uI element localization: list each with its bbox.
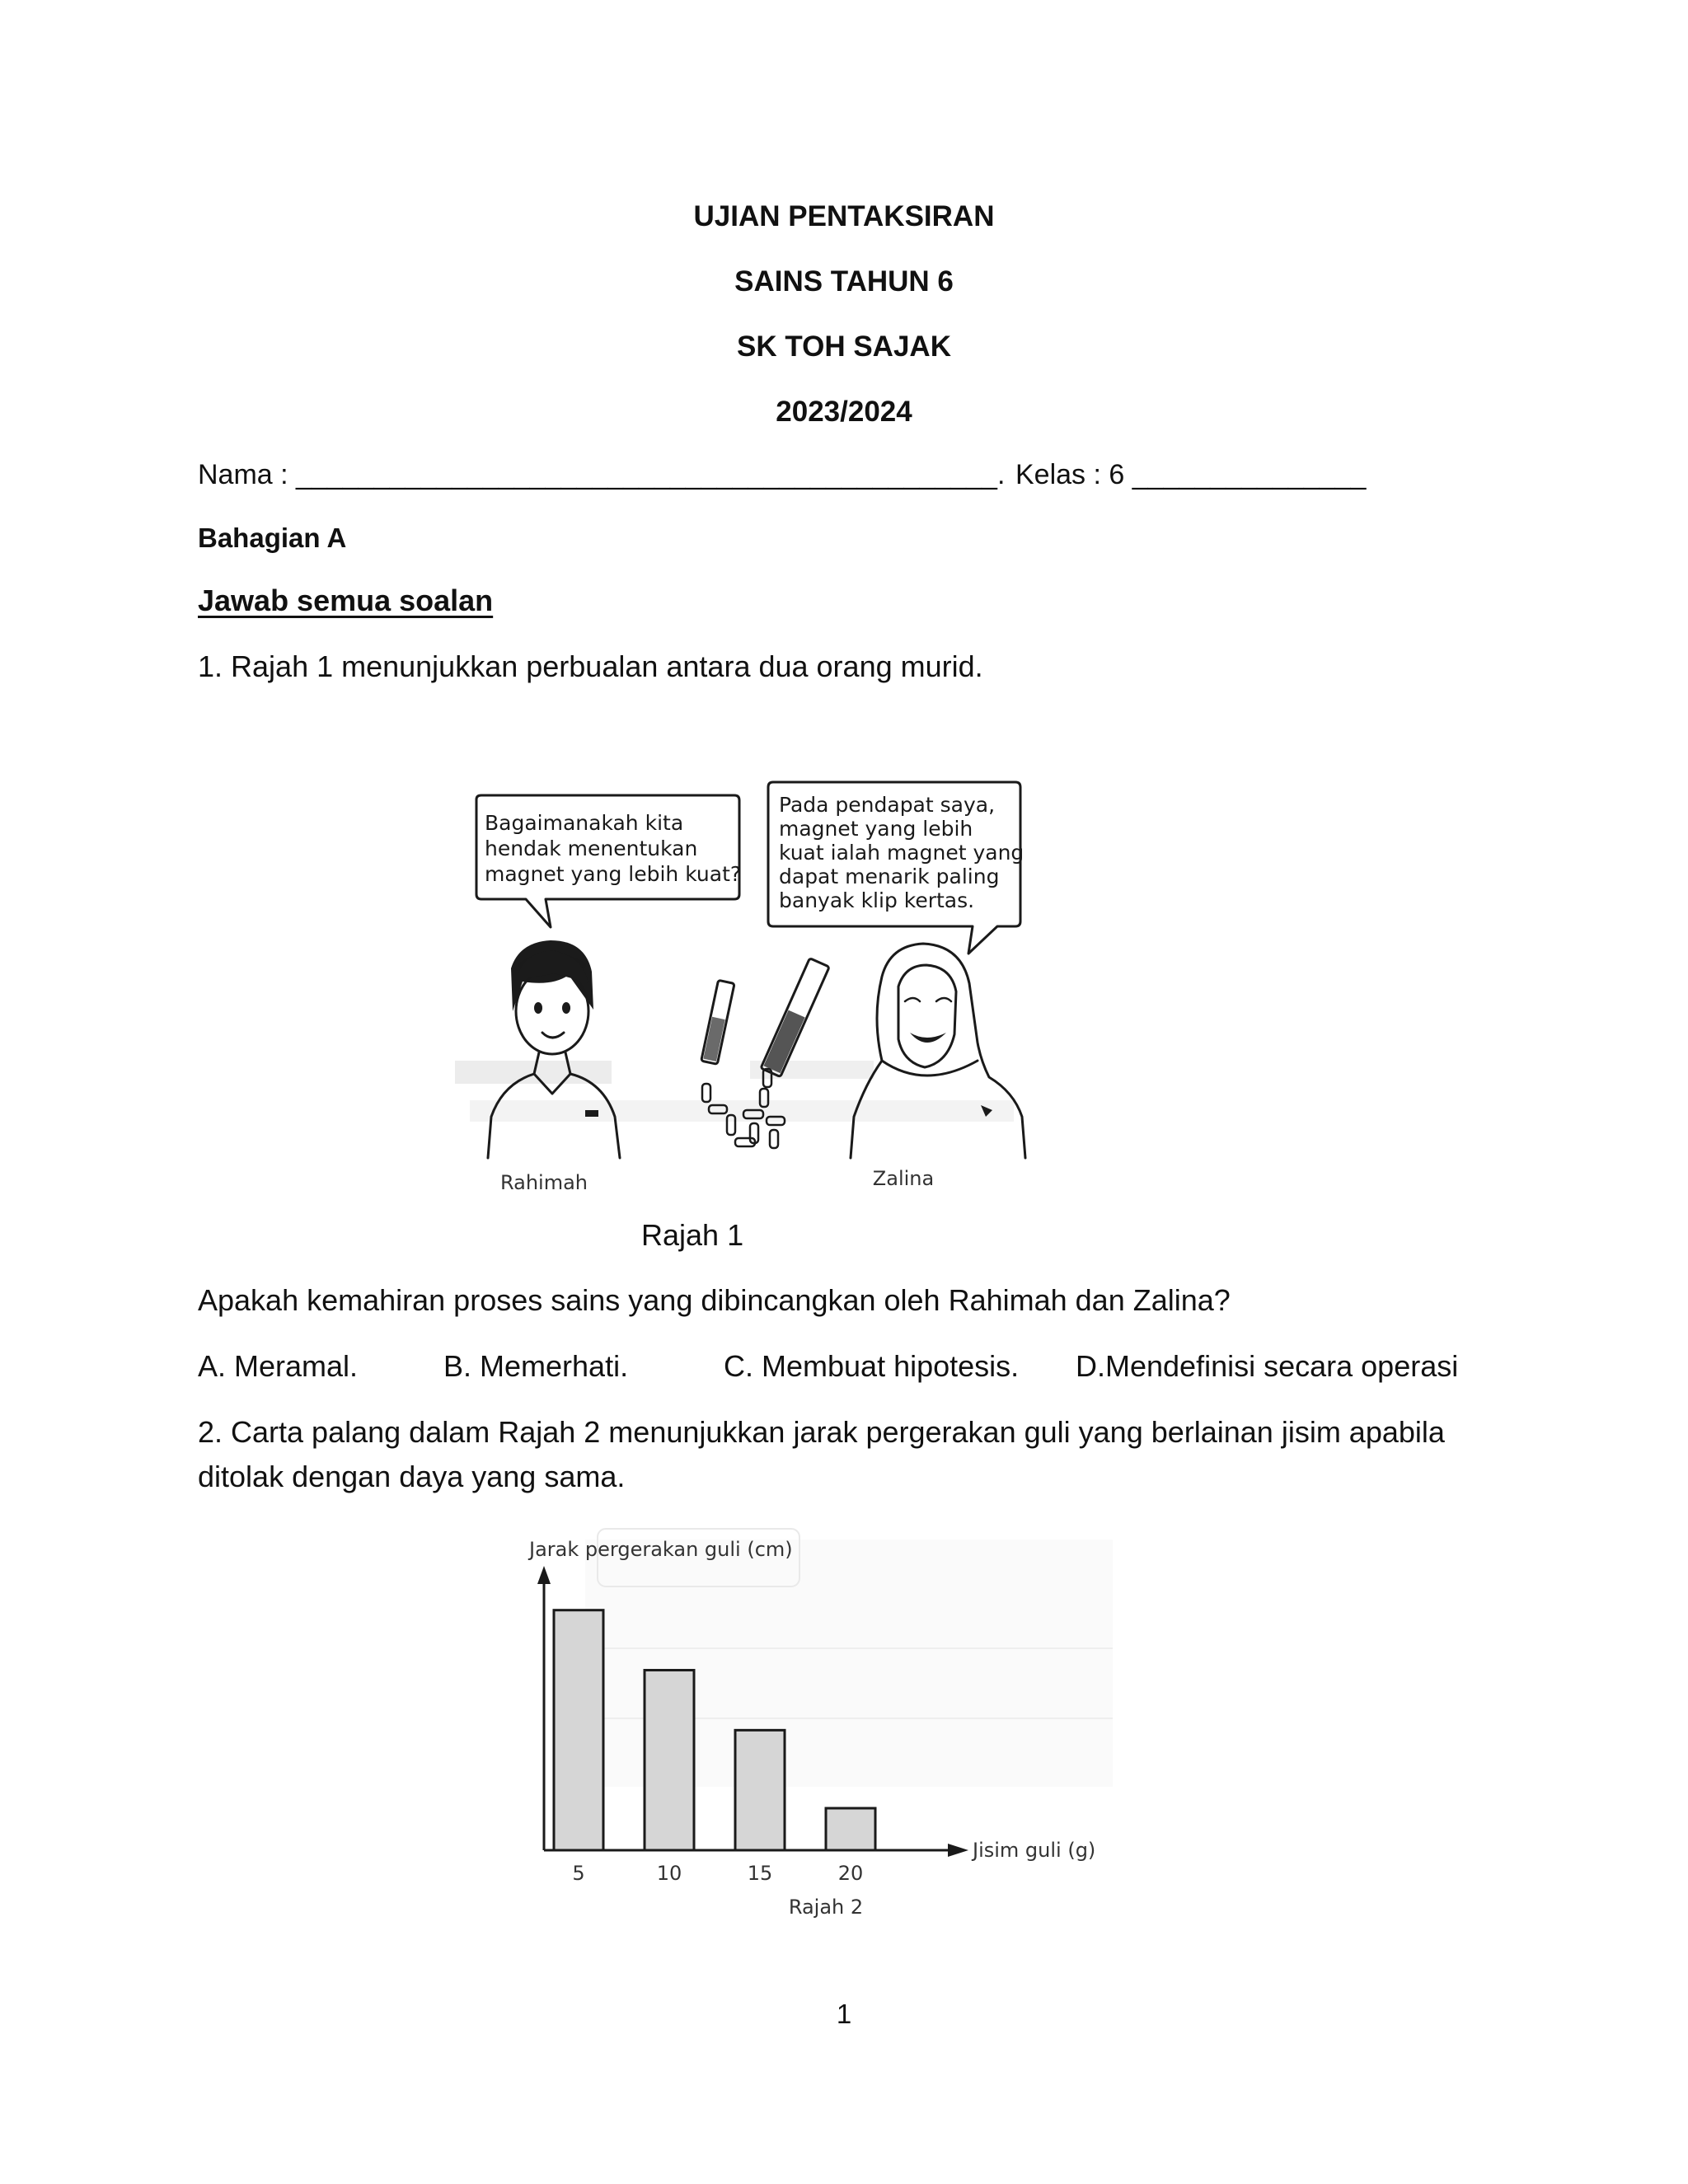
bubble-right-line-1: Pada pendapat saya, [779, 793, 996, 817]
bar-5 [554, 1610, 603, 1850]
bubble-right-line-3: kuat ialah magnet yang [779, 841, 1025, 865]
page-number: 1 [836, 1999, 852, 2029]
title-subject: SAINS TAHUN 6 [734, 265, 954, 298]
rahimah-illustration [488, 940, 620, 1158]
option-b[interactable]: B. Memerhati. [443, 1349, 629, 1383]
bar-20 [826, 1808, 875, 1850]
caption-rajah-1: Rajah 1 [641, 1218, 744, 1252]
x-tick-label: 20 [837, 1862, 864, 1885]
label-rahimah: Rahimah [499, 1171, 588, 1194]
figure-rajah-2-bar-chart [519, 1525, 1113, 1920]
bubble-right-line-2: magnet yang lebih [779, 817, 973, 841]
bar-10 [645, 1671, 694, 1850]
x-tick-label: 15 [747, 1862, 773, 1885]
section-instruction: Jawab semua soalan [198, 583, 494, 617]
section-title: Bahagian A [198, 523, 347, 553]
class-row [1015, 459, 1366, 491]
x-tick-label: 10 [656, 1862, 682, 1885]
x-tick-label: 5 [572, 1862, 585, 1885]
title-school: SK TOH SAJAK [737, 330, 951, 363]
option-d[interactable]: D.Mendefinisi secara operasi [1076, 1349, 1459, 1383]
nama-field[interactable]: _____________________________________________. [296, 459, 1006, 490]
question-2-text-line-1: 2. Carta palang dalam Rajah 2 menunjukkan jarak pergerakan guli yang berlainan jisim apabila [198, 1415, 1445, 1449]
y-axis-arrow [537, 1566, 551, 1584]
title-exam: UJIAN PENTAKSIRAN [693, 200, 995, 232]
kelas-label: Kelas : 6 [1015, 459, 1125, 490]
label-zalina: Zalina [872, 1167, 935, 1190]
bubble-right-line-5: banyak klip kertas. [779, 888, 975, 912]
bubble-left-line-1: Bagaimanakah kita [485, 811, 684, 835]
option-c[interactable]: C. Membuat hipotesis. [724, 1349, 1020, 1383]
bubble-right-line-4: dapat menarik paling [779, 865, 1000, 888]
bubble-left-line-2: hendak menentukan [485, 837, 698, 860]
zalina-illustration [851, 944, 1025, 1158]
title-year: 2023/2024 [776, 396, 912, 428]
x-axis-arrow [948, 1844, 968, 1857]
bar-15 [735, 1730, 785, 1850]
figure-rajah-1 [453, 771, 1030, 1207]
kelas-field[interactable]: _______________ [1132, 459, 1367, 490]
caption-rajah-2: Rajah 2 [788, 1896, 864, 1919]
name-row [198, 459, 1005, 491]
x-axis-label: Jisim guli (g) [973, 1839, 1096, 1862]
option-a[interactable]: A. Meramal. [198, 1349, 359, 1383]
y-axis-label: Jarak pergerakan guli (cm) [529, 1538, 793, 1561]
question-2-text-line-2: ditolak dengan daya yang sama. [198, 1460, 626, 1493]
question-1-text: 1. Rajah 1 menunjukkan perbualan antara dua orang murid. [198, 649, 983, 683]
bubble-left-line-3: magnet yang lebih kuat? [485, 862, 742, 886]
question-1-prompt: Apakah kemahiran proses sains yang dibincangkan oleh Rahimah dan Zalina? [198, 1283, 1231, 1317]
nama-label: Nama : [198, 459, 288, 490]
